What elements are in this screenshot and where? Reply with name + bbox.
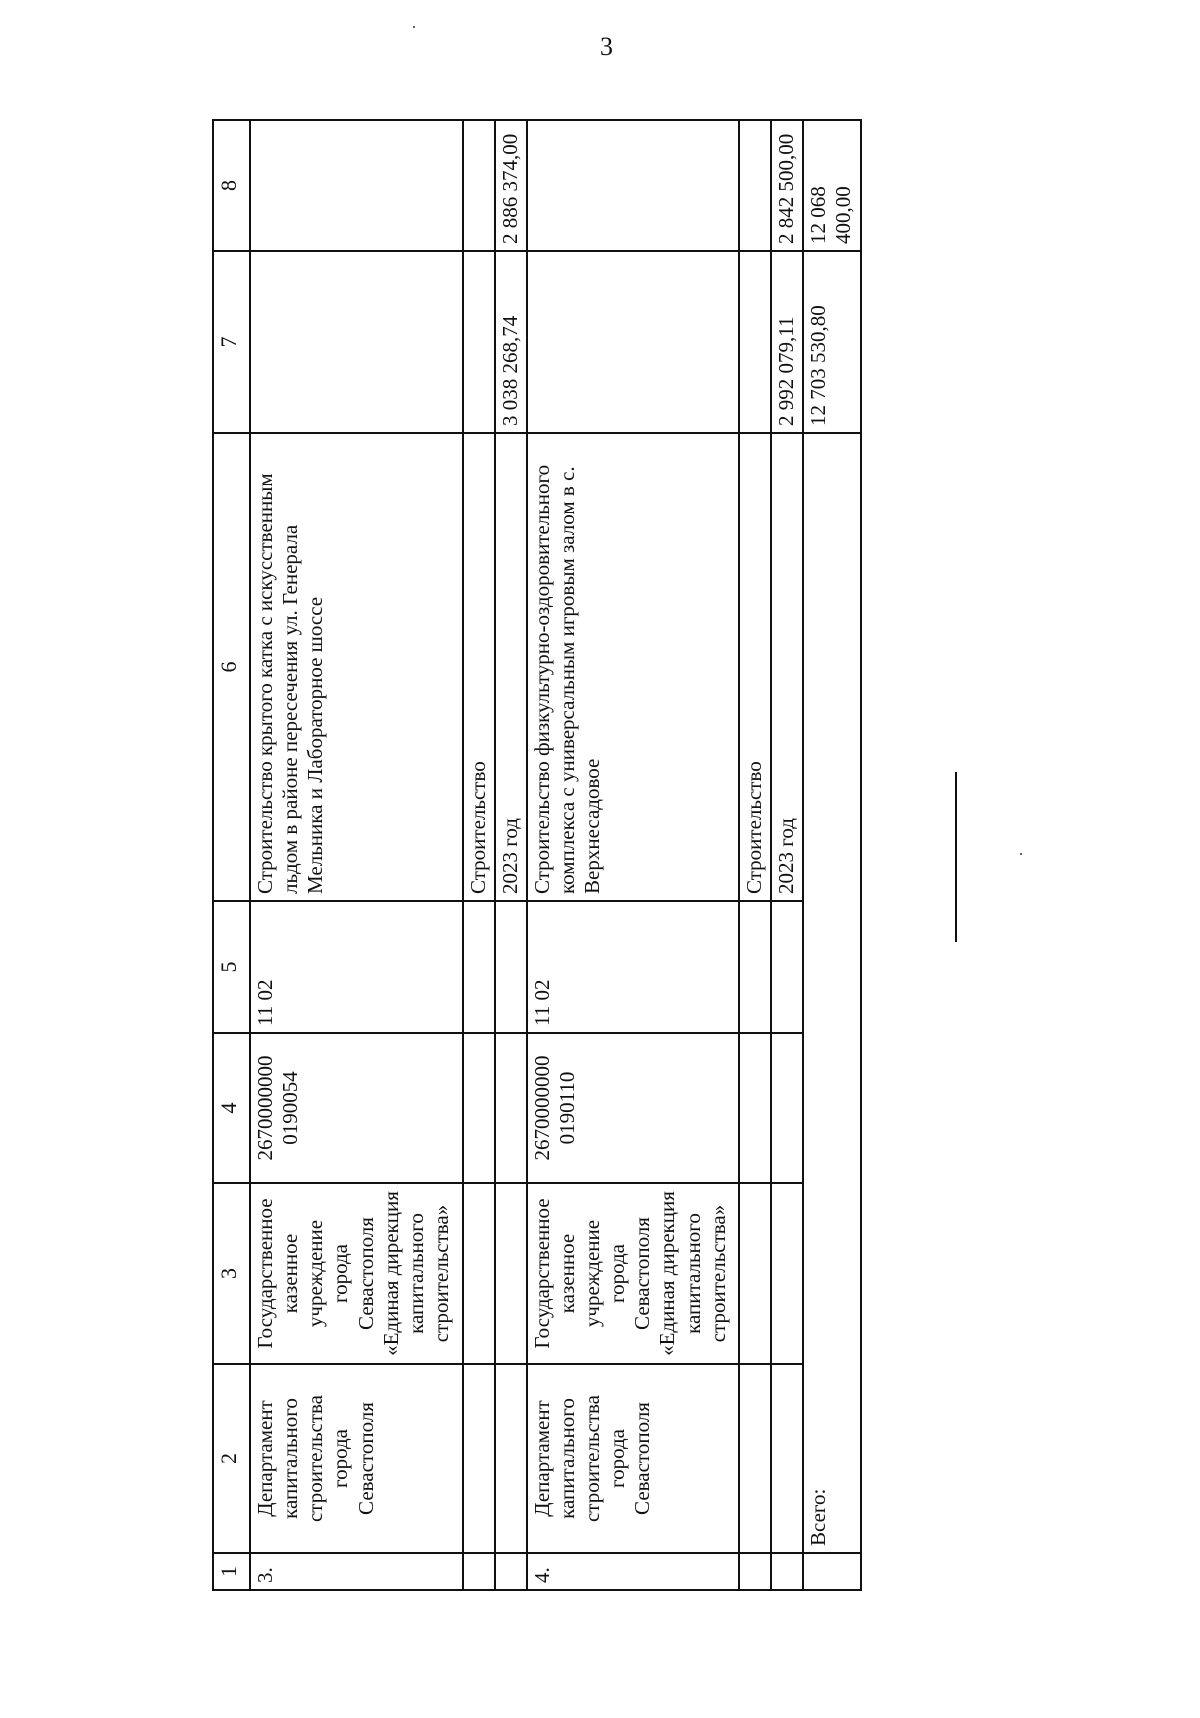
organization-cell [771,1183,803,1364]
value-col8 [739,120,771,251]
value-col7 [527,251,740,433]
header-cell: 6 [213,433,250,901]
budget-table [212,119,862,1591]
row-number: 3. [250,1553,463,1590]
object-name-cell: Строительство [463,433,495,901]
department-cell [495,1364,527,1553]
organization-cell [463,1183,495,1364]
header-cell: 1 [213,1553,250,1590]
header-cell: 2 [213,1364,250,1553]
code-cell [463,1033,495,1183]
header-cell: 8 [213,120,250,251]
organization-cell: Государственное казенное учреждение города Севастополя «Единая дирекция капитального строительства» [527,1183,740,1364]
value-col7: 3 038 268,74 [495,251,527,433]
code-cell [771,1033,803,1183]
section-cell [739,901,771,1033]
value-col7 [463,251,495,433]
total-empty-cell [803,1553,861,1590]
organization-cell [739,1183,771,1364]
object-name-cell: Строительство крытого катка с искусственным льдом в районе пересечения ул. Генерала Мельника и Лабораторное шоссе [250,433,463,901]
scan-dot [1020,853,1022,855]
row-number [771,1553,803,1590]
object-name-cell: 2023 год [771,433,803,901]
department-cell [771,1364,803,1553]
organization-cell [495,1183,527,1364]
header-row [213,120,250,1590]
header-cell: 3 [213,1183,250,1364]
total-value-col8: 12 068 400,00 [803,120,861,251]
total-label: Всего: [803,433,861,1553]
table-row [495,120,527,1590]
page-number: 3 [600,32,613,61]
section-cell: 11 02 [527,901,740,1033]
value-col8: 2 842 500,00 [771,120,803,251]
row-number [495,1553,527,1590]
header-cell: 5 [213,901,250,1033]
separator-line [955,772,957,942]
row-number [463,1553,495,1590]
section-cell [495,901,527,1033]
table-row [250,120,463,1590]
department-cell: Департамент капитального строительства города Севастополя [250,1364,463,1553]
value-col8 [463,120,495,251]
total-value-col7: 12 703 530,80 [803,251,861,433]
row-number [739,1553,771,1590]
rotated-table-wrapper [212,121,862,1591]
table-row [739,120,771,1590]
table-row [527,120,740,1590]
scan-dot [413,26,415,28]
department-cell: Департамент капитального строительства города Севастополя [527,1364,740,1553]
code-cell: 2670000000 0190054 [250,1033,463,1183]
object-name-cell: 2023 год [495,433,527,901]
total-row [803,120,861,1590]
department-cell [463,1364,495,1553]
table-row [463,120,495,1590]
value-col8 [527,120,740,251]
section-cell [771,901,803,1033]
object-name-cell: Строительство [739,433,771,901]
header-cell: 4 [213,1033,250,1183]
value-col7 [250,251,463,433]
section-cell [463,901,495,1033]
row-number: 4. [527,1553,740,1590]
code-cell [739,1033,771,1183]
code-cell [495,1033,527,1183]
value-col7: 2 992 079,11 [771,251,803,433]
value-col7 [739,251,771,433]
value-col8 [250,120,463,251]
header-cell: 7 [213,251,250,433]
value-col8: 2 886 374,00 [495,120,527,251]
object-name-cell: Строительство физкультурно-оздоровительного комплекса с универсальным игровым залом в с. Верхнесадовое [527,433,740,901]
department-cell [739,1364,771,1553]
table-row [771,120,803,1590]
code-cell: 2670000000 0190110 [527,1033,740,1183]
section-cell: 11 02 [250,901,463,1033]
organization-cell: Государственное казенное учреждение города Севастополя «Единая дирекция капитального строительства» [250,1183,463,1364]
